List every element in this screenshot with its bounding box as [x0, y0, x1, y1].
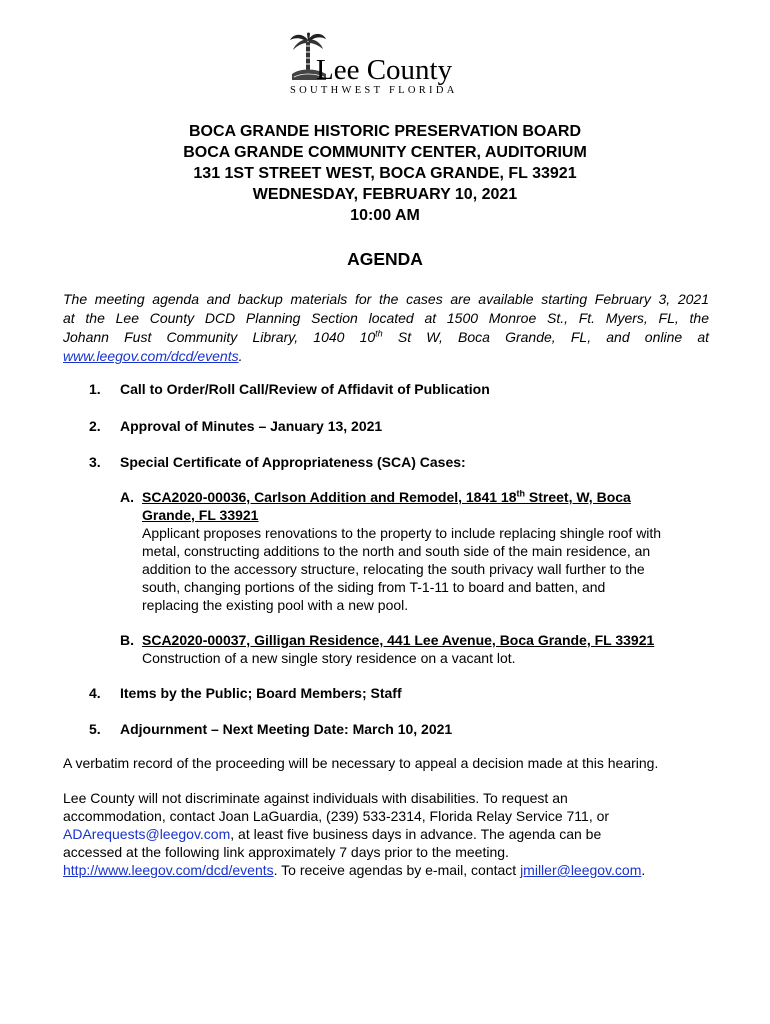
item-text: Items by the Public; Board Members; Staff: [120, 685, 402, 701]
meeting-date: WEDNESDAY, FEBRUARY 10, 2021: [252, 186, 518, 203]
case-title-cont: Grande, FL 33921: [142, 507, 259, 523]
accessibility-line: Lee County will not discriminate against individuals with disabilities. To request an: [63, 790, 568, 806]
case-title: SCA2020-00036, Carlson Addition and Remodel, 1841 18th Street, W, Boca: [142, 488, 631, 505]
accessibility-line: accommodation, contact Joan LaGuardia, (239) 533-2314, Florida Relay Service 711, or: [63, 808, 610, 824]
accessibility-line: accessed at the following link approximately 7 days prior to the meeting.: [63, 844, 509, 860]
logo-subtitle: SOUTHWEST FLORIDA: [290, 85, 458, 96]
logo-name: Lee County: [316, 54, 453, 86]
intro-line: Johann Fust Community Library, 1040 10th St W, Boca Grande, FL, and online at: [63, 328, 709, 345]
case-desc-line: replacing the existing pool with a new pool.: [142, 597, 409, 613]
verbatim-notice: A verbatim record of the proceeding will be necessary to appeal a decision made at this hearing.: [63, 755, 659, 771]
case-desc-line: south, changing portions of the siding from T-1-11 to board and batten, and: [142, 579, 606, 595]
item-number: 3.: [89, 454, 101, 470]
item-text: Call to Order/Roll Call/Review of Affidavit of Publication: [120, 381, 490, 397]
item-text: Approval of Minutes – January 13, 2021: [120, 418, 383, 434]
case-desc-line: addition to the accessory structure, relocating the south privacy wall further to the: [142, 561, 645, 577]
dcd-events-link[interactable]: http://www.leegov.com/dcd/events: [63, 862, 274, 878]
events-link[interactable]: www.leegov.com/dcd/events: [63, 348, 239, 364]
accessibility-line: http://www.leegov.com/dcd/events. To receive agendas by e-mail, contact jmiller@leegov.com.: [63, 862, 646, 878]
case-title: SCA2020-00037, Gilligan Residence, 441 Lee Avenue, Boca Grande, FL 33921: [142, 632, 655, 648]
case-desc-line: Construction of a new single story residence on a vacant lot.: [142, 650, 516, 666]
meeting-time: 10:00 AM: [350, 207, 420, 224]
case-desc-line: metal, constructing additions to the north and south side of the main residence, an: [142, 543, 651, 559]
address: 131 1ST STREET WEST, BOCA GRANDE, FL 33921: [193, 165, 577, 182]
item-text: Adjournment – Next Meeting Date: March 10, 2021: [120, 721, 453, 737]
lee-county-logo: [288, 30, 488, 100]
item-text: Special Certificate of Appropriateness (SCA) Cases:: [120, 454, 466, 470]
case-desc-line: Applicant proposes renovations to the property to include replacing shingle roof with: [142, 525, 662, 541]
intro-line: at the Lee County DCD Planning Section located at 1500 Monroe St., Ft. Myers, FL, the: [63, 310, 709, 326]
item-number: 1.: [89, 381, 101, 397]
intro-paragraph: [63, 290, 709, 366]
contact-email-link[interactable]: jmiller@leegov.com: [520, 862, 642, 878]
intro-line: www.leegov.com/dcd/events.: [63, 348, 243, 364]
item-number: 5.: [89, 721, 101, 737]
item-number: 2.: [89, 418, 101, 434]
item-number: 4.: [89, 685, 101, 701]
venue: BOCA GRANDE COMMUNITY CENTER, AUDITORIUM: [183, 144, 587, 161]
agenda-title: AGENDA: [347, 249, 423, 269]
accessibility-line: ADArequests@leegov.com, at least five business days in advance. The agenda can be: [63, 826, 602, 842]
case-letter: B.: [120, 632, 134, 648]
ada-email-link[interactable]: ADArequests@leegov.com: [63, 826, 231, 842]
board-name: BOCA GRANDE HISTORIC PRESERVATION BOARD: [188, 123, 582, 140]
meeting-header: [0, 121, 770, 226]
intro-line: The meeting agenda and backup materials for the cases are available starting February 3, 2021: [63, 291, 709, 307]
case-letter: A.: [120, 489, 134, 505]
